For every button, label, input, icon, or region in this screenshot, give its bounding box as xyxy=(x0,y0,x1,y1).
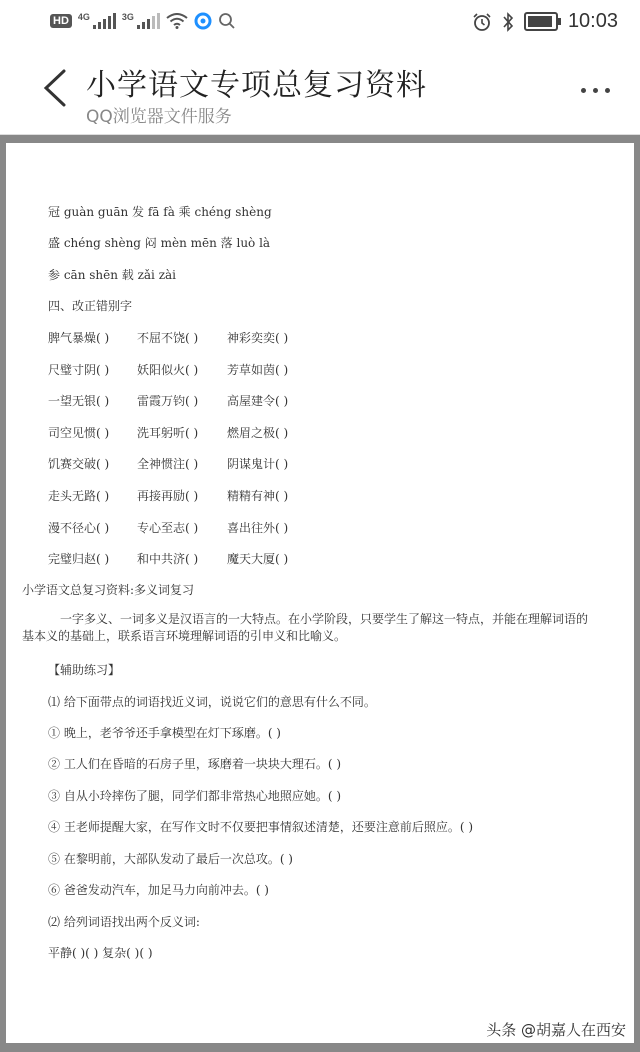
document-title: 小学语文专项总复习资料 xyxy=(86,68,427,103)
more-dot-icon xyxy=(593,88,598,93)
typo-item: 脾气暴燥( ) xyxy=(48,331,110,345)
section-title: 小学语文总复习资料:多义词复习 xyxy=(22,583,195,597)
signal-icon-2 xyxy=(137,13,160,29)
exercise-item: ② 工人们在昏暗的石房子里，琢磨着一块块大理石。( ) xyxy=(48,757,341,771)
exercise-item: ③ 自从小玲摔伤了腿，同学们都非常热心地照应她。( ) xyxy=(48,789,341,803)
network-3g-label: 3G xyxy=(121,12,134,22)
antonym-line: 平静( )( ) 复杂( )( ) xyxy=(48,946,153,960)
typo-item: 阴谋鬼计( ) xyxy=(227,457,289,472)
typo-item: 燃眉之极( ) xyxy=(227,425,289,440)
typo-item: 司空见惯( ) xyxy=(48,425,110,440)
exercise-heading: 【辅助练习】 xyxy=(48,663,121,677)
section-heading: 四、改正错别字 xyxy=(48,299,133,313)
exercise-item: ⑥ 爸爸发动汽车，加足马力向前冲去。( ) xyxy=(48,883,269,897)
wifi-icon xyxy=(166,13,188,29)
status-right xyxy=(472,10,618,33)
typo-item: 完璧归赵( ) xyxy=(48,552,110,567)
typo-item: 一望无银( ) xyxy=(48,394,110,409)
typo-item: 芳草如茵( ) xyxy=(227,362,289,377)
typo-item: 妖阳似火( ) xyxy=(137,362,199,377)
typo-item: 走头无路( ) xyxy=(48,489,110,503)
typo-item: 饥赛交破( ) xyxy=(48,457,110,472)
typo-item: 精精有神( ) xyxy=(227,489,289,503)
typo-item: 雷霞万钧( ) xyxy=(137,394,199,409)
pinyin-line: 参 cān shēn 载 zǎi zài xyxy=(48,268,177,282)
qq-browser-icon xyxy=(194,12,212,30)
signal-icon xyxy=(93,13,116,29)
typo-item: 和中共济( ) xyxy=(137,552,199,567)
pinyin-line: 冠 guàn guān 发 fā fà 乘 chéng shèng xyxy=(48,205,272,219)
typo-item: 不屈不饶( ) xyxy=(137,331,199,345)
bluetooth-icon xyxy=(502,12,514,32)
typo-item: 魔天大厦( ) xyxy=(227,552,289,567)
typo-item: 漫不径心( ) xyxy=(48,520,110,535)
typo-item: 喜出往外( ) xyxy=(227,520,289,535)
status-time: 10:03 xyxy=(567,10,618,32)
hd-badge: HD xyxy=(50,14,72,28)
exercise-item: ⑤ 在黎明前，大部队发动了最后一次总攻。( ) xyxy=(48,852,293,866)
exercise-item: ① 晚上，老爷爷还手拿模型在灯下琢磨。( ) xyxy=(48,726,281,740)
typo-item: 再接再励( ) xyxy=(137,489,199,503)
document-viewer[interactable] xyxy=(0,135,640,1052)
typo-item: 神彩奕奕( ) xyxy=(227,331,289,345)
pinyin-line: 盛 chéng shèng 闷 mèn mēn 落 luò là xyxy=(48,236,271,250)
more-dot-icon xyxy=(605,88,610,93)
status-bar xyxy=(0,0,640,48)
more-dot-icon xyxy=(581,88,586,93)
intro-paragraph: 一字多义、一词多义是汉语言的一大特点。在小学阶段，只要学生了解这一特点，并能在理解词语的基本义的基础上，联系语言环境理解词语的引申义和比喻义。 xyxy=(22,612,589,643)
status-left xyxy=(50,12,236,30)
app-bar xyxy=(0,48,640,135)
network-4g-label: 4G xyxy=(77,12,90,22)
typo-item: 高屋建令( ) xyxy=(227,394,289,409)
watermark: 头条 @胡嘉人在西安 xyxy=(486,1021,626,1039)
more-menu-button[interactable] xyxy=(581,88,610,93)
search-icon xyxy=(218,12,236,30)
back-arrow-icon[interactable] xyxy=(40,68,70,108)
battery-icon xyxy=(524,12,558,31)
document-subtitle: QQ浏览器文件服务 xyxy=(86,107,232,127)
typo-item: 专心至志( ) xyxy=(137,520,199,535)
exercise-item: ④ 王老师提醒大家，在写作文时不仅要把事情叙述清楚，还要注意前后照应。( ) xyxy=(48,820,473,834)
alarm-icon xyxy=(472,12,492,32)
typo-item: 洗耳躬听( ) xyxy=(137,425,199,440)
question-2: ⑵ 给列词语找出两个反义词: xyxy=(48,915,200,929)
typo-item: 尺璧寸阴( ) xyxy=(48,362,110,377)
typo-item: 全神惯注( ) xyxy=(137,457,199,472)
document-page xyxy=(6,143,634,1043)
question-1: ⑴ 给下面带点的词语找近义词，说说它们的意思有什么不同。 xyxy=(48,695,376,709)
